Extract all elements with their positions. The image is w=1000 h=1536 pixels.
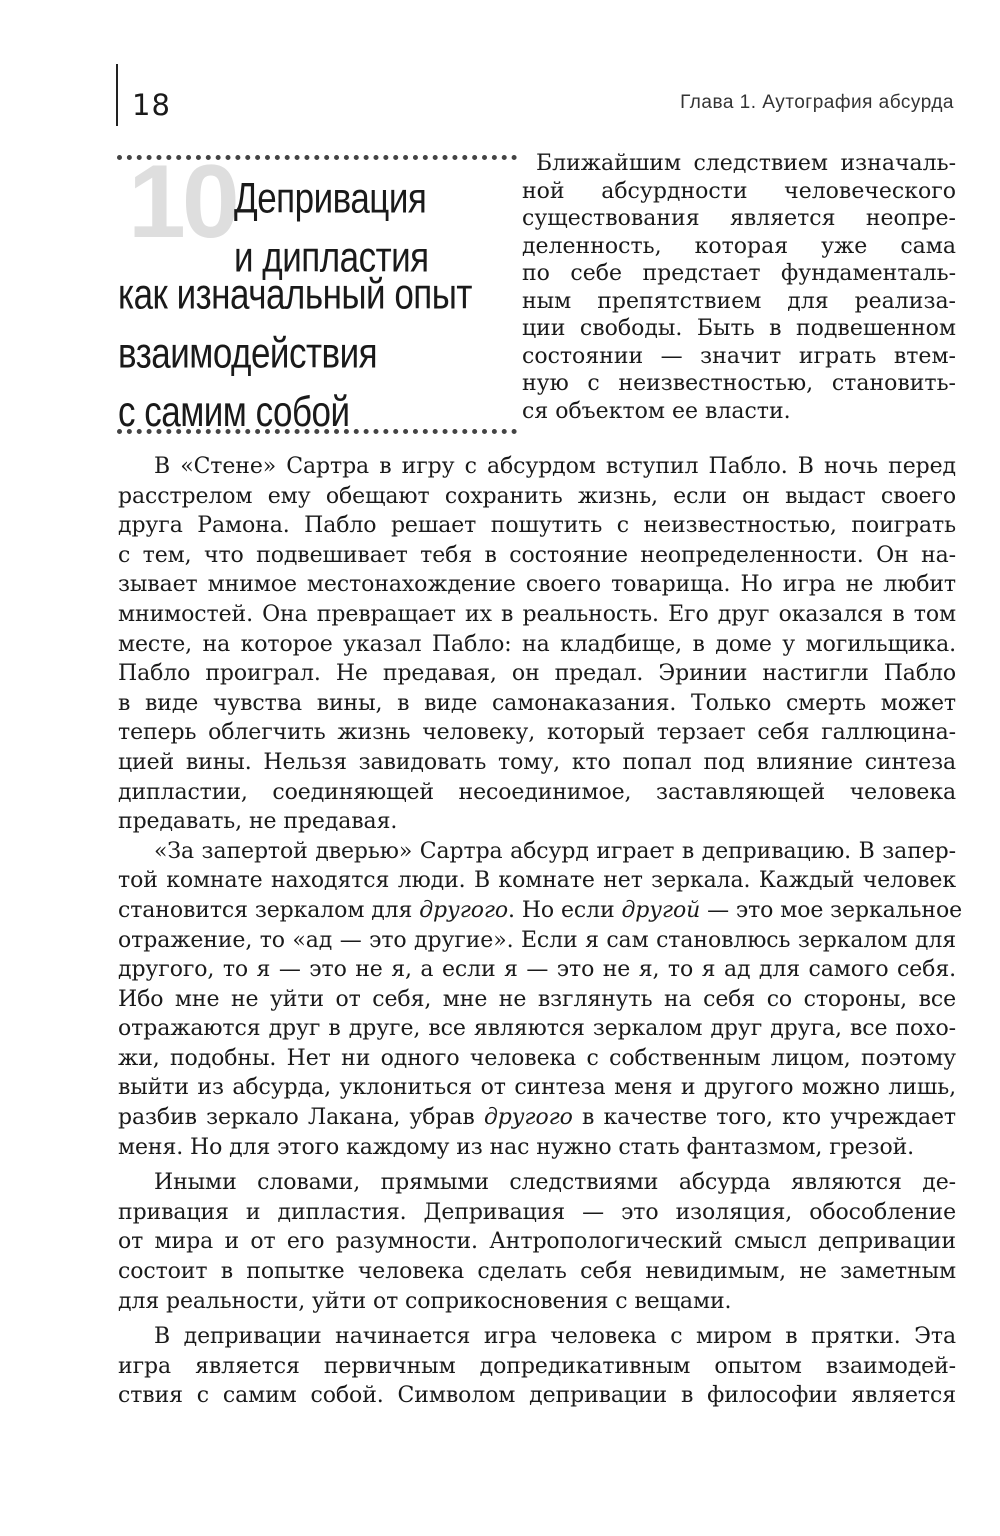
text-line: выйти из абсурда, уклониться от синтеза меня и другого можно лишь, [118, 1075, 956, 1101]
text-line: друга Рамона. Пабло решает пошутить с неизвестностью, поиграть [118, 513, 956, 539]
text-line: мнимостей. Она превращает их в реальность. Его друг оказался в том [118, 601, 956, 627]
title-line: и дипластия [234, 233, 429, 282]
text-line: зывает мнимое местонахождение своего товарища. Но игра не любит [118, 572, 956, 598]
text-line: ся объектом ее власти. [522, 398, 791, 424]
text-line: в виде чувства вины, в виде самонаказания. Только смерть может [118, 690, 956, 716]
section-title-part-2 [118, 266, 472, 442]
text-line: Иными словами, прямыми следствиями абсурда являются де- [154, 1170, 956, 1196]
text-line: Ближайшим следствием изначаль- [536, 151, 956, 176]
text-line: месте, на которое указал Пабло: на кладбище, в доме у могильщика. [118, 631, 956, 657]
text-line: по себе предстает фундаменталь- [522, 261, 956, 286]
text-line: меня. Но для этого каждому из нас нужно стать фантазмом, грезой. [118, 1134, 915, 1160]
text-line: привация и дипластия. Депривация — это изоляция, обособление [118, 1199, 956, 1225]
text-line: игра является первичным допредикативным опытом взаимодей- [118, 1353, 956, 1379]
text-line: Ибо мне не уйти от себя, мне не взглянуть на себя со стороны, все [118, 986, 956, 1012]
text-line: отражаются друг в друге, все являются зеркалом друг друга, все похо- [118, 1016, 956, 1042]
text-line: с тем, что подвешивает тебя в состояние неопределенности. Он на- [118, 542, 956, 568]
text-line: становится зеркалом для другого. Но если другой — это мое зеркальное [118, 897, 963, 923]
text-line: дипластии, соединяющей несоединимое, заставляющей человека [118, 779, 956, 805]
text-line: ствия с самим собой. Символом депривации в философии является [118, 1383, 956, 1409]
text-line: предавать, не предавая. [118, 809, 398, 835]
text-line: той комнате находятся люди. В комнате нет зеркала. Каждый человек [118, 868, 956, 894]
body-text [118, 452, 963, 1411]
text-line: цией вины. Нельзя завидовать тому, кто попал под влияние синтеза [118, 749, 956, 775]
text-line: ной абсурдности человеческого [522, 178, 956, 204]
text-line: отражение, то «ад — это другие». Если я сам становлюсь зеркалом для [118, 927, 956, 953]
text-line: разбив зеркало Лакана, убрав другого в качестве того, кто учреждает [118, 1105, 956, 1131]
text-line: другого, то я — это не я, а если я — это не я, то я ад для самого себя. [118, 957, 956, 983]
intro-paragraph [522, 150, 956, 425]
text-line: состоит в попытке человека сделать себя невидимым, не заметным [118, 1259, 956, 1285]
title-line: взаимодействия [118, 329, 378, 378]
text-line: от мира и от его разумности. Антропологический смысл депривации [118, 1229, 956, 1255]
text-line: состоянии — значит играть втем- [522, 343, 956, 369]
title-line: Депривация [234, 174, 427, 223]
running-title: Глава 1. Аутография абсурда [680, 92, 954, 113]
text-line: для реальности, уйти от соприкосновения с вещами. [118, 1288, 732, 1314]
text-line: теперь облегчить жизнь человеку, который терзает себя галлюцина- [118, 720, 956, 746]
title-line: как изначальный опыт [118, 270, 472, 319]
page-margin-rule [116, 64, 118, 126]
text-line: существования является неопре- [522, 206, 956, 231]
text-line: В «Стене» Сартра в игру с абсурдом вступил Пабло. В ночь перед [154, 454, 956, 479]
text-line: ным препятствием для реализа- [522, 288, 956, 314]
title-line: с самим собой [118, 388, 350, 436]
dotted-divider-bottom [117, 429, 517, 434]
text-line: жи, подобны. Нет ни одного человека с собственным лицом, поэтому [118, 1045, 956, 1071]
text-line: ции свободы. Быть в подвешенном [522, 316, 956, 341]
text-line: Пабло проиграл. Не предавая, он предал. Эринии настигли Пабло [118, 661, 956, 687]
text-line: расстрелом ему обещают сохранить жизнь, если он выдаст своего [118, 483, 956, 509]
text-line: В депривации начинается игра человека с миром в прятки. Эта [154, 1324, 956, 1350]
page-number: 18 [132, 88, 171, 122]
text-line: ную с неизвестностью, становить- [522, 371, 956, 396]
section-number: 10 [128, 144, 236, 260]
text-line: деленность, которая уже сама [522, 233, 956, 259]
text-line: «За запертой дверью» Сартра абсурд играет в депривацию. В запер- [154, 838, 956, 864]
